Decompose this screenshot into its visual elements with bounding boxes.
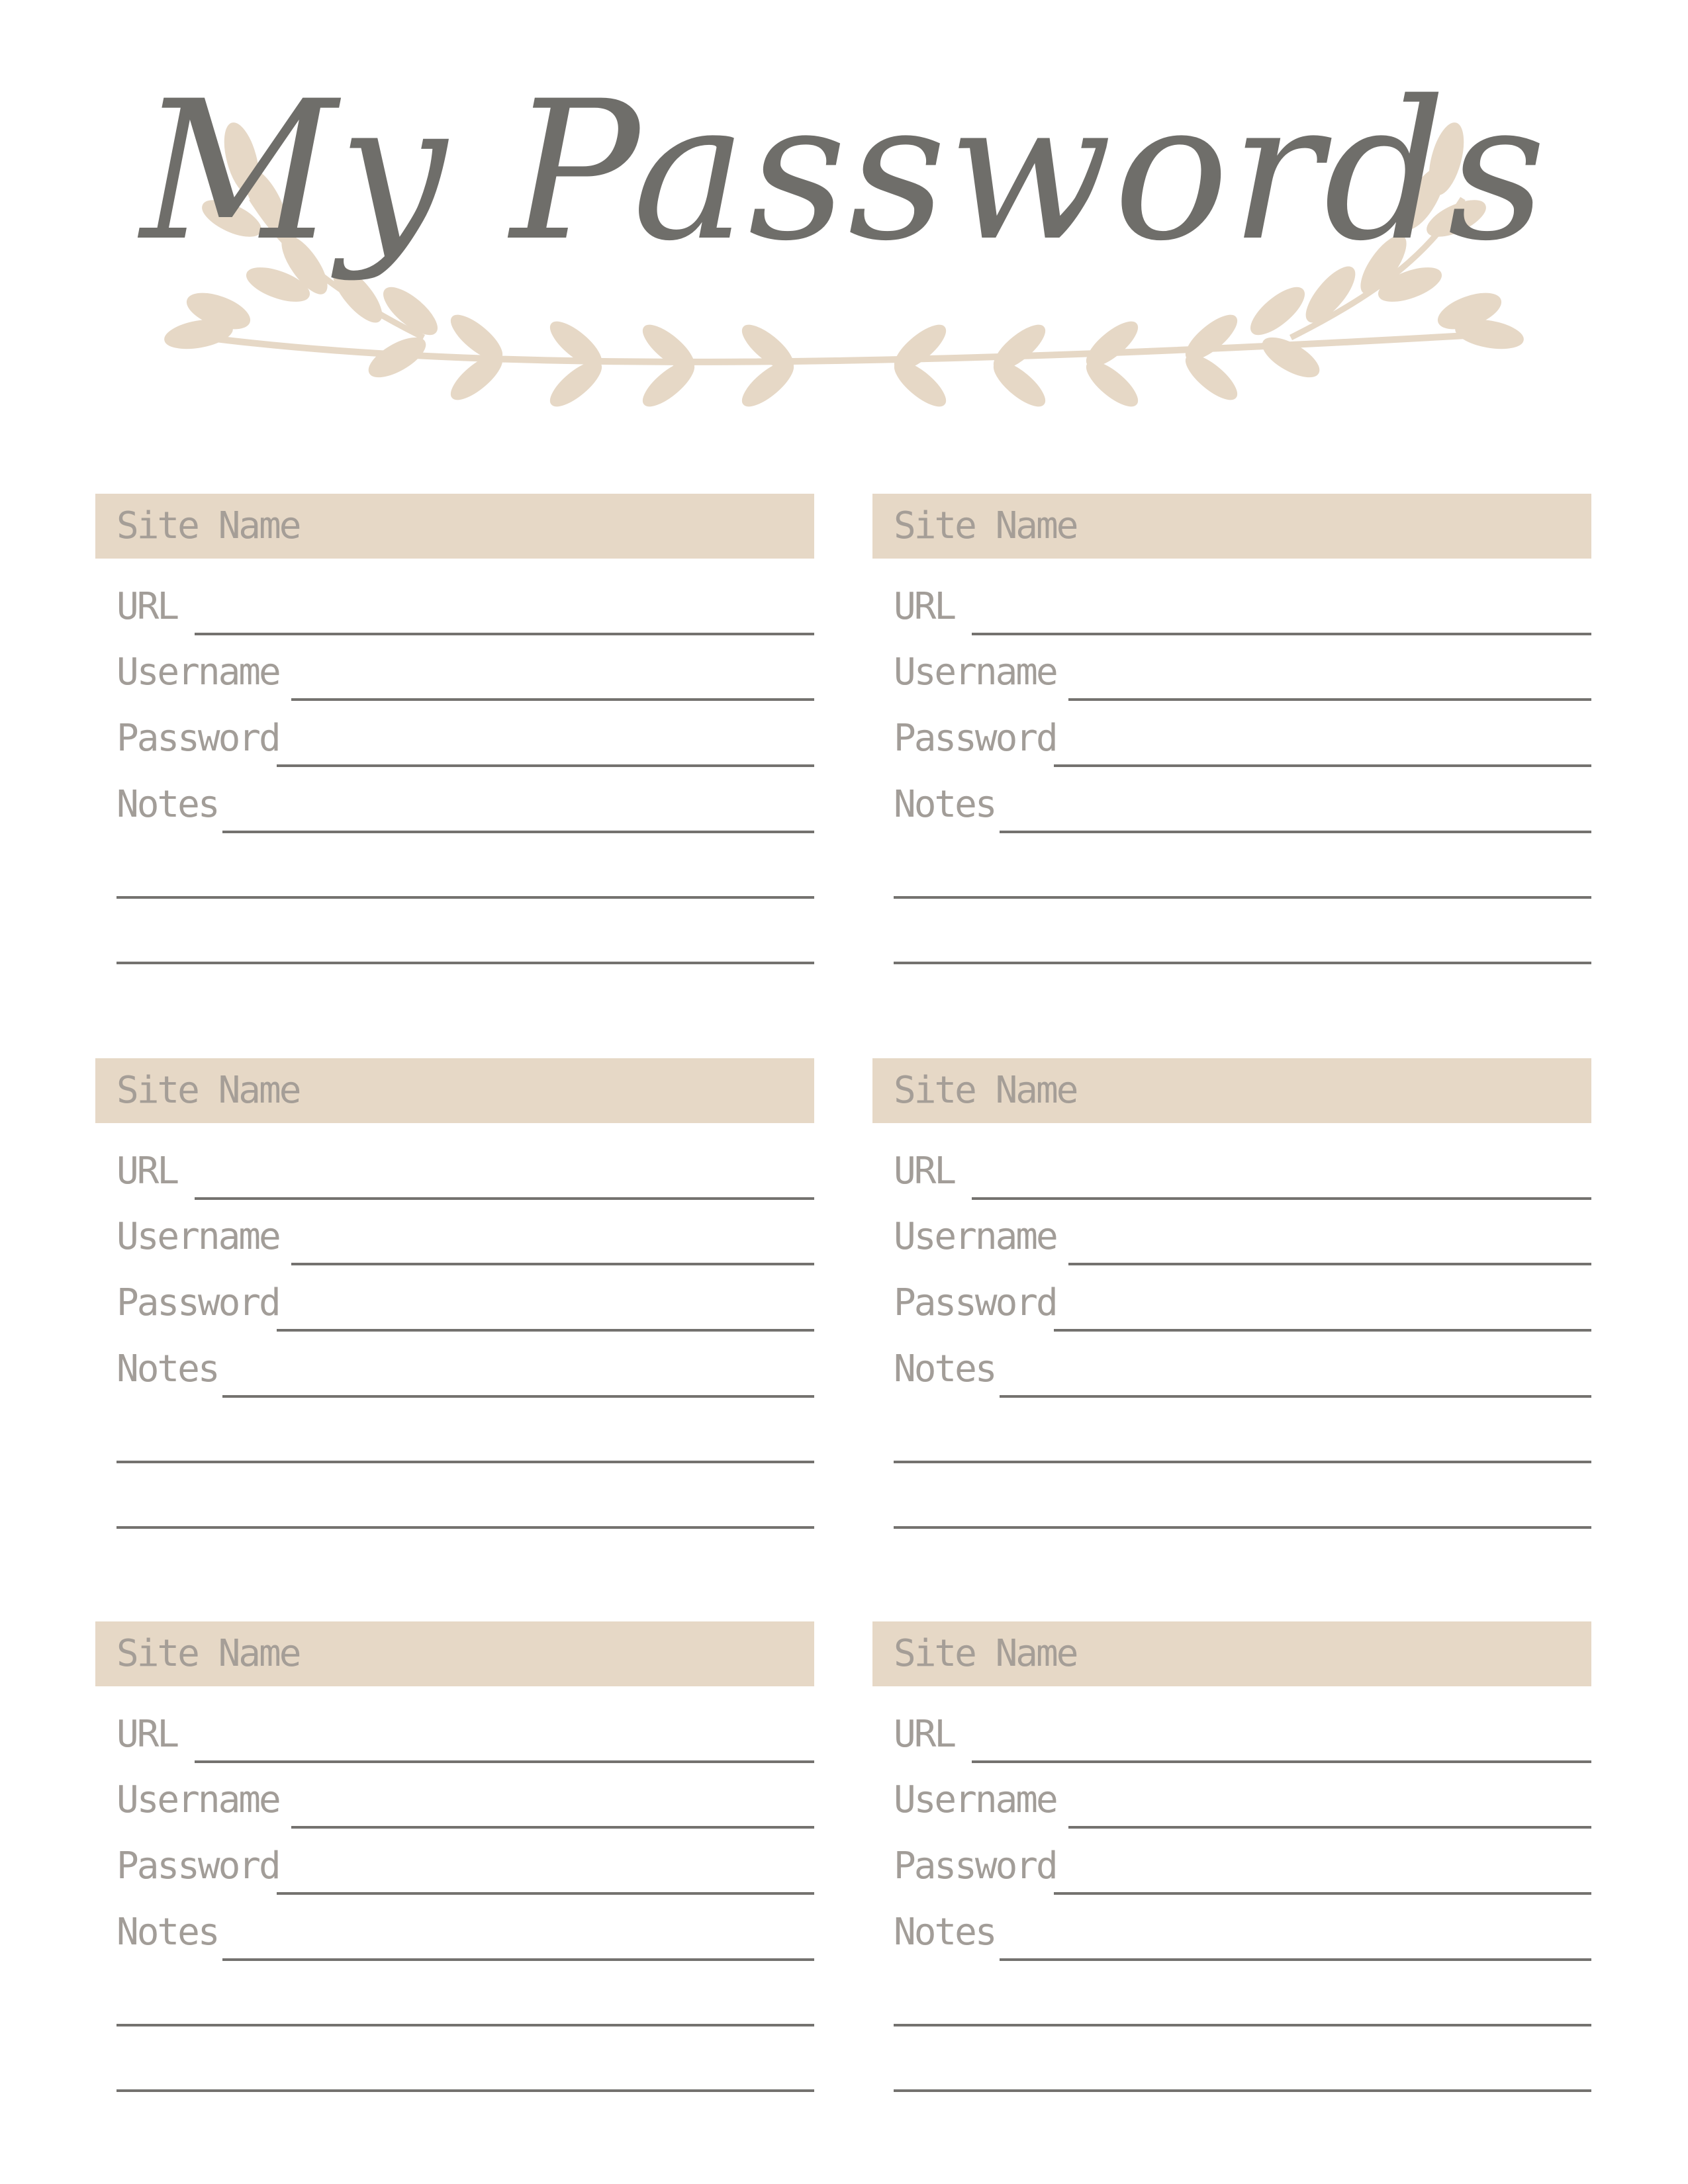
notes-extra-row bbox=[894, 1397, 1591, 1463]
password-row bbox=[117, 701, 814, 767]
notes-row bbox=[894, 1895, 1591, 1961]
notes-extra-row bbox=[117, 898, 814, 964]
notes-extra-row bbox=[117, 1463, 814, 1529]
site-name-header bbox=[95, 1058, 814, 1123]
url-row bbox=[117, 1697, 814, 1763]
username-label: Username bbox=[117, 651, 279, 694]
notes-label: Notes bbox=[894, 783, 996, 826]
url-label: URL bbox=[117, 1713, 178, 1756]
username-row bbox=[894, 1199, 1591, 1265]
site-name-label: Site Name bbox=[894, 1069, 1077, 1112]
notes-extra-row bbox=[117, 1397, 814, 1463]
site-name-header bbox=[95, 494, 814, 559]
site-name-header bbox=[872, 494, 1591, 559]
password-card bbox=[872, 1058, 1591, 1522]
notes-row bbox=[894, 1332, 1591, 1398]
password-label: Password bbox=[894, 717, 1056, 760]
notes-label: Notes bbox=[117, 1911, 218, 1954]
notes-extra-line[interactable] bbox=[117, 2089, 814, 2092]
username-label: Username bbox=[894, 651, 1056, 694]
url-row bbox=[117, 1134, 814, 1200]
url-row bbox=[894, 569, 1591, 635]
url-row bbox=[894, 1134, 1591, 1200]
notes-label: Notes bbox=[894, 1911, 996, 1954]
notes-row bbox=[117, 1332, 814, 1398]
password-card bbox=[872, 494, 1591, 957]
site-name-label: Site Name bbox=[117, 504, 300, 547]
notes-label: Notes bbox=[894, 1347, 996, 1390]
password-card bbox=[95, 494, 814, 957]
url-label: URL bbox=[117, 1150, 178, 1193]
site-name-header bbox=[95, 1621, 814, 1686]
notes-row bbox=[117, 1895, 814, 1961]
url-row bbox=[894, 1697, 1591, 1763]
password-label: Password bbox=[894, 1281, 1056, 1324]
site-name-label: Site Name bbox=[117, 1632, 300, 1675]
site-name-header bbox=[872, 1058, 1591, 1123]
notes-extra-row bbox=[117, 2026, 814, 2092]
username-row bbox=[117, 635, 814, 701]
url-label: URL bbox=[894, 1713, 955, 1756]
username-row bbox=[894, 635, 1591, 701]
password-card bbox=[872, 1621, 1591, 2085]
notes-extra-row bbox=[894, 833, 1591, 899]
notes-extra-row bbox=[894, 1960, 1591, 2026]
notes-extra-row bbox=[117, 833, 814, 899]
notes-extra-line[interactable] bbox=[117, 962, 814, 964]
username-label: Username bbox=[117, 1215, 279, 1258]
url-label: URL bbox=[117, 585, 178, 628]
notes-extra-row bbox=[894, 898, 1591, 964]
notes-row bbox=[117, 767, 814, 833]
username-row bbox=[117, 1199, 814, 1265]
username-label: Username bbox=[894, 1215, 1056, 1258]
password-row bbox=[894, 1829, 1591, 1895]
notes-extra-line[interactable] bbox=[894, 962, 1591, 964]
password-row bbox=[117, 1265, 814, 1332]
notes-extra-line[interactable] bbox=[894, 1526, 1591, 1529]
notes-row bbox=[894, 767, 1591, 833]
username-row bbox=[117, 1762, 814, 1829]
notes-label: Notes bbox=[117, 1347, 218, 1390]
url-label: URL bbox=[894, 585, 955, 628]
url-label: URL bbox=[894, 1150, 955, 1193]
site-name-label: Site Name bbox=[894, 504, 1077, 547]
password-row bbox=[894, 701, 1591, 767]
username-row bbox=[894, 1762, 1591, 1829]
page-title: My Passwords bbox=[140, 60, 1548, 283]
password-label: Password bbox=[117, 1281, 279, 1324]
password-row bbox=[117, 1829, 814, 1895]
site-name-header bbox=[872, 1621, 1591, 1686]
notes-extra-line[interactable] bbox=[117, 1526, 814, 1529]
password-card bbox=[95, 1621, 814, 2085]
url-row bbox=[117, 569, 814, 635]
password-label: Password bbox=[894, 1844, 1056, 1888]
notes-extra-row bbox=[894, 1463, 1591, 1529]
password-row bbox=[894, 1265, 1591, 1332]
username-label: Username bbox=[117, 1778, 279, 1821]
site-name-label: Site Name bbox=[894, 1632, 1077, 1675]
username-label: Username bbox=[894, 1778, 1056, 1821]
site-name-label: Site Name bbox=[117, 1069, 300, 1112]
password-label: Password bbox=[117, 1844, 279, 1888]
password-card bbox=[95, 1058, 814, 1522]
notes-extra-line[interactable] bbox=[894, 2089, 1591, 2092]
notes-extra-row bbox=[117, 1960, 814, 2026]
notes-label: Notes bbox=[117, 783, 218, 826]
password-label: Password bbox=[117, 717, 279, 760]
notes-extra-row bbox=[894, 2026, 1591, 2092]
